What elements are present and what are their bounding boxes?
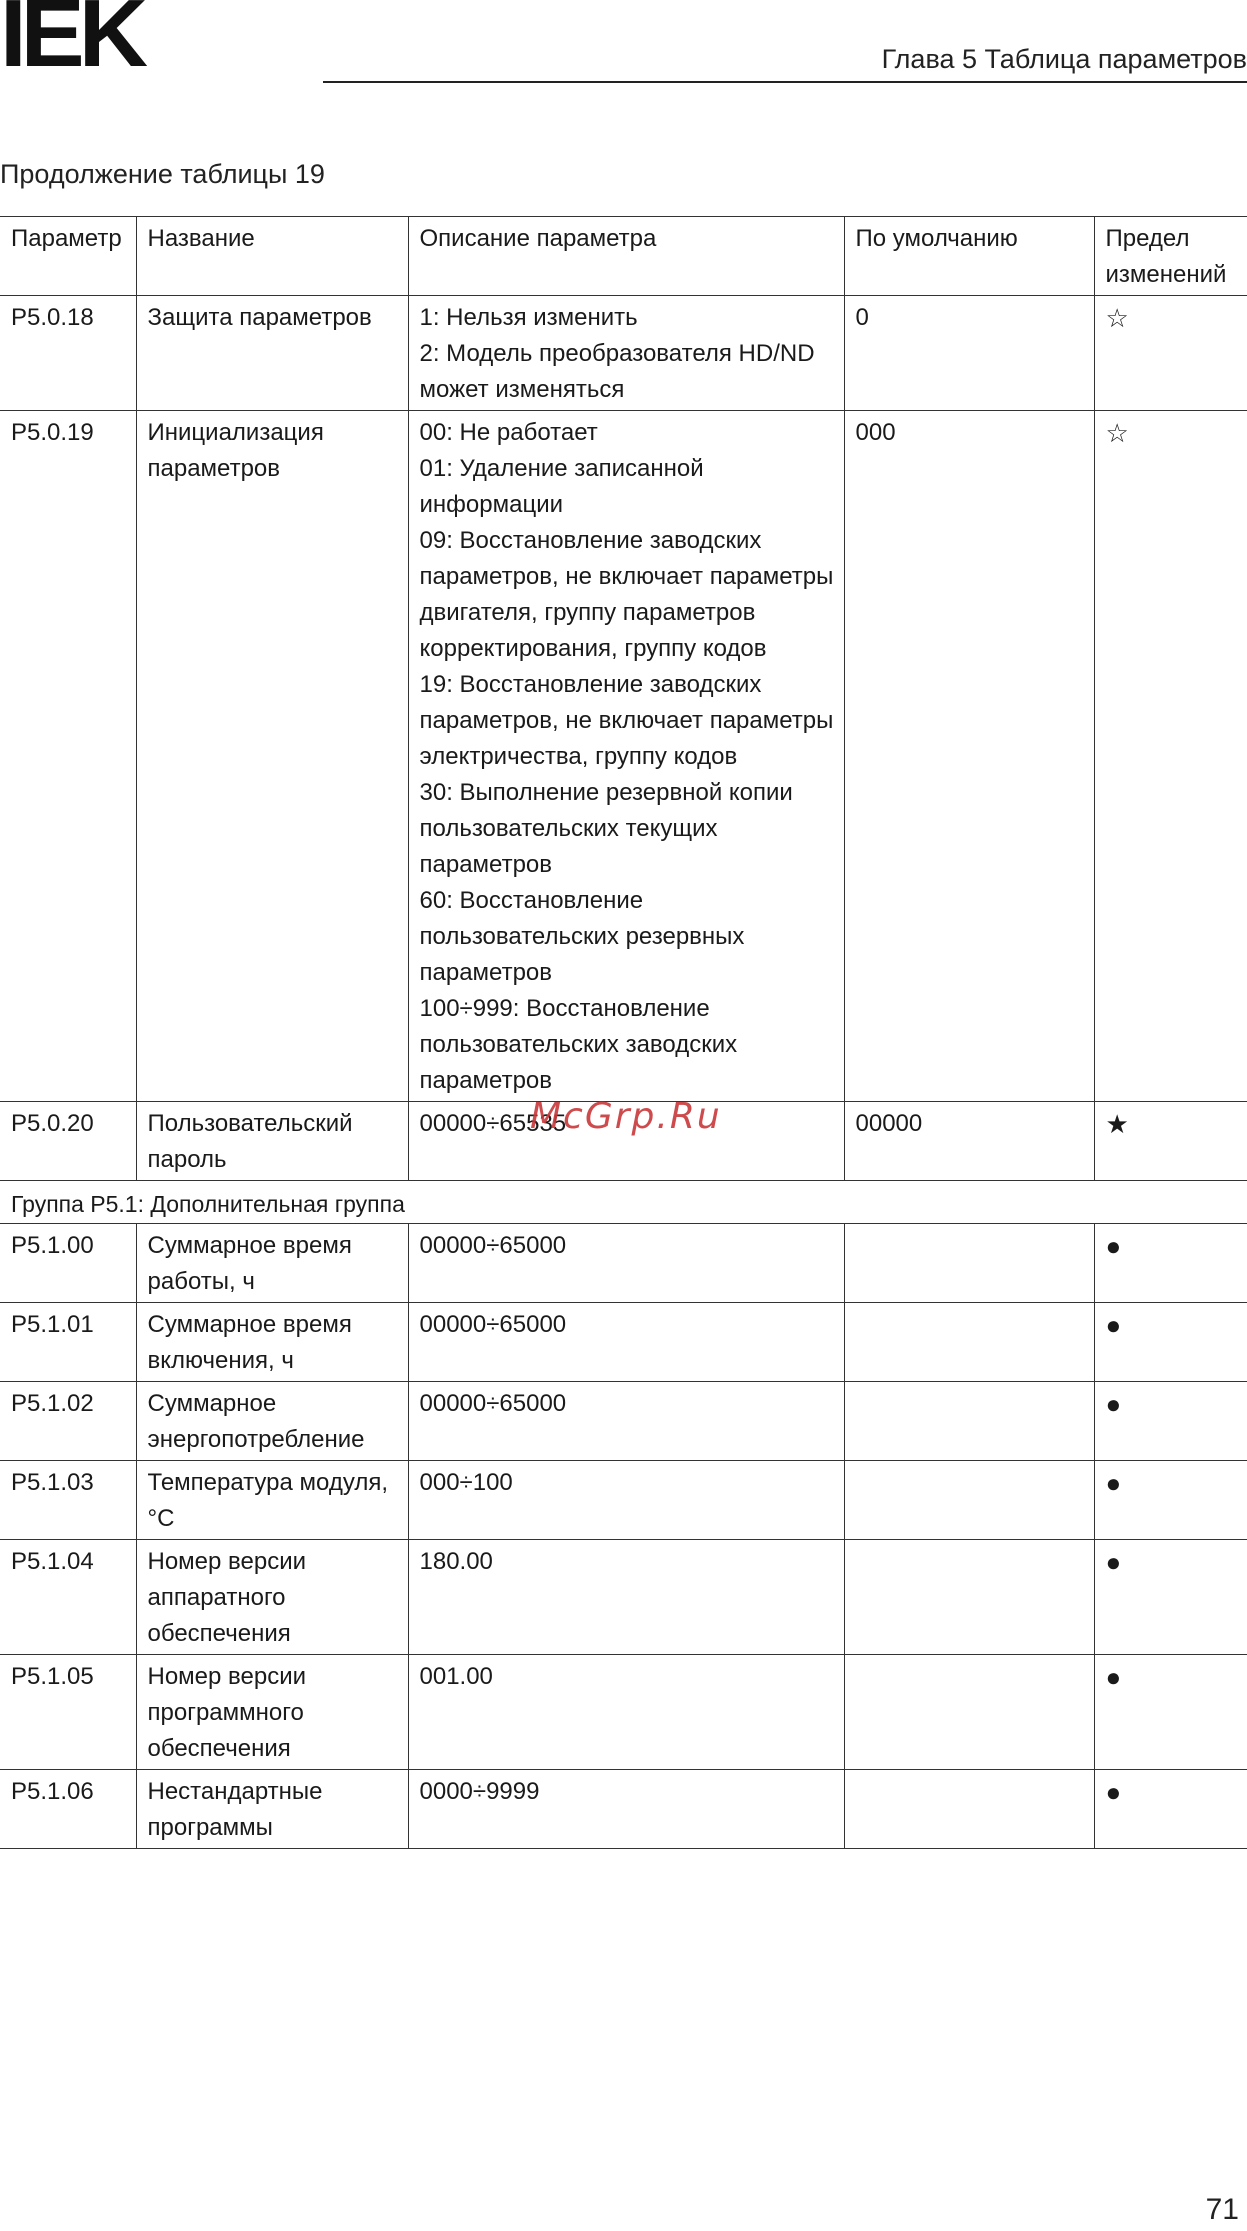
group-title: Группа P5.1: Дополнительная группа: [0, 1181, 1247, 1224]
param-code: P5.1.06: [0, 1770, 136, 1849]
param-description: 180.00: [408, 1540, 844, 1655]
param-code: P5.1.03: [0, 1461, 136, 1540]
limit-dot-icon: ●: [1094, 1461, 1247, 1540]
description-line: 09: Восстановление заводских параметров, не включает параметры двигателя, группу параметров корректирования, группу кодов: [419, 527, 834, 662]
table-row: [0, 1303, 1247, 1382]
param-default: 00000: [844, 1102, 1094, 1181]
param-name: Пользовательский пароль: [136, 1102, 408, 1181]
param-default: [844, 1224, 1094, 1303]
param-default: [844, 1770, 1094, 1849]
param-default: [844, 1382, 1094, 1461]
limit-star-filled-icon: ★: [1094, 1102, 1247, 1181]
param-code: P5.1.01: [0, 1303, 136, 1382]
limit-dot-icon: ●: [1094, 1224, 1247, 1303]
description-line: 1: Нельзя изменить: [419, 304, 638, 331]
logo-text: IEK: [0, 0, 143, 80]
limit-star-outline-icon: ☆: [1094, 411, 1247, 1102]
limit-dot-icon: ●: [1094, 1770, 1247, 1849]
description-line: 00000÷65535: [419, 1110, 567, 1137]
param-default: [844, 1540, 1094, 1655]
description-line: 30: Выполнение резервной копии пользовательских текущих параметров: [419, 779, 793, 878]
watermark: McGrp.Ru: [530, 1096, 722, 1137]
table-row: [0, 1224, 1247, 1303]
limit-star-outline-icon: ☆: [1094, 296, 1247, 411]
param-description: 00000÷65000: [408, 1224, 844, 1303]
limit-dot-icon: ●: [1094, 1303, 1247, 1382]
column-header-limit: Предел изменений: [1094, 217, 1247, 296]
param-name: Номер версии аппаратного обеспечения: [136, 1540, 408, 1655]
param-description: 001.00: [408, 1655, 844, 1770]
param-name: Инициализация параметров: [136, 411, 408, 1102]
table-header-row: [0, 217, 1247, 296]
param-default: [844, 1461, 1094, 1540]
param-default: [844, 1303, 1094, 1382]
param-default: 0: [844, 296, 1094, 411]
param-name: Температура модуля, °C: [136, 1461, 408, 1540]
table-caption: Продолжение таблицы 19: [0, 159, 325, 189]
table-row: [0, 296, 1247, 411]
param-name: Нестандартные программы: [136, 1770, 408, 1849]
iek-logo: [0, 0, 165, 80]
table-row: [0, 411, 1247, 1102]
param-description: 00000÷65000: [408, 1303, 844, 1382]
param-description: [408, 296, 844, 411]
page-number: 71: [1205, 2193, 1239, 2226]
param-description: 0000÷9999: [408, 1770, 844, 1849]
parameters-table: [0, 216, 1247, 1849]
limit-dot-icon: ●: [1094, 1382, 1247, 1461]
table-row: [0, 1382, 1247, 1461]
column-header-name: Название: [136, 217, 408, 296]
param-code: P5.0.18: [0, 296, 136, 411]
param-code: P5.1.05: [0, 1655, 136, 1770]
header-rule: [323, 81, 1247, 83]
description-line: 00: Не работает: [419, 419, 598, 446]
group-row: [0, 1181, 1247, 1224]
description-line: 01: Удаление записанной информации: [419, 455, 704, 518]
description-line: 19: Восстановление заводских параметров, не включает параметры электричества, группу кодов: [419, 671, 834, 770]
param-description: 000÷100: [408, 1461, 844, 1540]
table-row: [0, 1770, 1247, 1849]
limit-dot-icon: ●: [1094, 1540, 1247, 1655]
param-code: P5.1.02: [0, 1382, 136, 1461]
param-name: Суммарное время работы, ч: [136, 1224, 408, 1303]
column-header-description: Описание параметра: [408, 217, 844, 296]
description-line: 100÷999: Восстановление пользовательских заводских параметров: [419, 995, 738, 1094]
param-name: Суммарное время включения, ч: [136, 1303, 408, 1382]
param-code: P5.0.19: [0, 411, 136, 1102]
limit-dot-icon: ●: [1094, 1655, 1247, 1770]
param-name: Номер версии программного обеспечения: [136, 1655, 408, 1770]
param-code: P5.1.04: [0, 1540, 136, 1655]
column-header-param: Параметр: [0, 217, 136, 296]
description-line: 2: Модель преобразователя HD/ND может изменяться: [419, 340, 815, 403]
param-name: Защита параметров: [136, 296, 408, 411]
param-default: [844, 1655, 1094, 1770]
column-header-default: По умолчанию: [844, 217, 1094, 296]
table-row: [0, 1655, 1247, 1770]
table-row: [0, 1540, 1247, 1655]
param-name: Суммарное энергопотребление: [136, 1382, 408, 1461]
chapter-title: Глава 5 Таблица параметров: [881, 44, 1247, 74]
table-row: [0, 1461, 1247, 1540]
param-description: 00000÷65000: [408, 1382, 844, 1461]
param-description: [408, 411, 844, 1102]
param-default: 000: [844, 411, 1094, 1102]
description-line: 60: Восстановление пользовательских резервных параметров: [419, 887, 745, 986]
param-code: P5.0.20: [0, 1102, 136, 1181]
param-code: P5.1.00: [0, 1224, 136, 1303]
